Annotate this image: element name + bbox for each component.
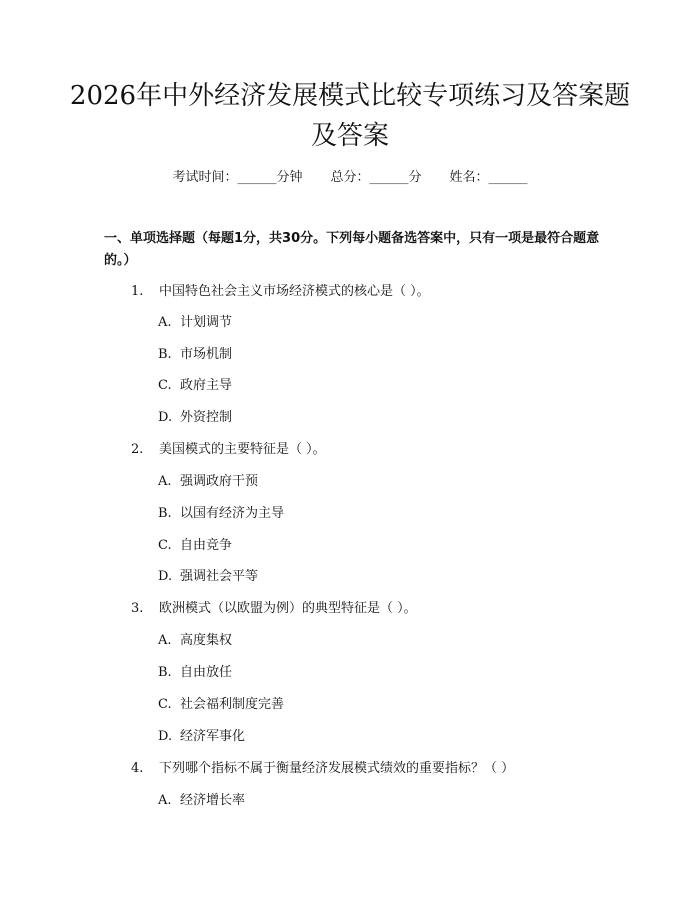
option-1a[interactable] [158,313,232,333]
question-text: 中国特色社会主义市场经济模式的核心是（ ）。 [159,284,430,299]
option-4a[interactable] [158,791,245,811]
option-text: 市场机制 [180,347,233,362]
option-text: 经济增长率 [180,793,246,808]
question-number: 3. [131,601,144,616]
option-letter: D. [158,569,173,584]
option-letter: B. [158,665,172,680]
option-letter: C. [158,378,172,393]
option-1b[interactable] [158,345,232,365]
option-2d[interactable] [158,567,258,587]
option-text: 外资控制 [180,410,233,425]
student-name: 姓名：______ [449,170,528,185]
option-letter: D. [158,729,173,744]
question-number: 2. [131,442,144,457]
question-number: 1. [131,284,144,299]
option-text: 自由竞争 [180,538,233,553]
option-3d[interactable] [158,727,245,747]
option-text: 政府主导 [180,378,233,393]
exam-time: 考试时间：______分钟 [172,170,303,185]
option-text: 以国有经济为主导 [180,506,285,521]
option-2c[interactable] [158,536,232,556]
question-text: 下列哪个指标不属于衡量经济发展模式绩效的重要指标？（ ） [159,761,515,776]
option-letter: A. [158,315,172,330]
exam-meta [0,168,700,188]
option-text: 社会福利制度完善 [180,697,285,712]
option-text: 经济军事化 [180,729,246,744]
option-text: 计划调节 [180,315,233,330]
option-3c[interactable] [158,695,284,715]
option-letter: C. [158,697,172,712]
option-3b[interactable] [158,663,232,683]
option-letter: A. [158,633,172,648]
option-1d[interactable] [158,408,232,428]
option-letter: B. [158,347,172,362]
question-number: 4. [131,761,144,776]
option-2b[interactable] [158,504,284,524]
total-score: 总分：______分 [330,170,422,185]
document-title: 2026年中外经济发展模式比较专项练习及答案题及答案 [69,81,631,151]
option-letter: C. [158,538,172,553]
option-letter: D. [158,410,173,425]
option-text: 自由放任 [180,665,233,680]
option-text: 强调政府干预 [180,474,259,489]
option-letter: A. [158,793,172,808]
option-letter: A. [158,474,172,489]
option-text: 高度集权 [180,633,233,648]
option-1c[interactable] [158,376,232,396]
question-text: 美国模式的主要特征是（ ）。 [159,442,326,457]
option-letter: B. [158,506,172,521]
option-3a[interactable] [158,631,232,651]
option-text: 强调社会平等 [180,569,259,584]
section-heading: 一、单项选择题（每题1分，共30分。下列每小题备选答案中，只有一项是最符合题意的。） [104,231,600,268]
question-text: 欧洲模式（以欧盟为例）的典型特征是（ ）。 [159,601,417,616]
option-2a[interactable] [158,472,258,492]
